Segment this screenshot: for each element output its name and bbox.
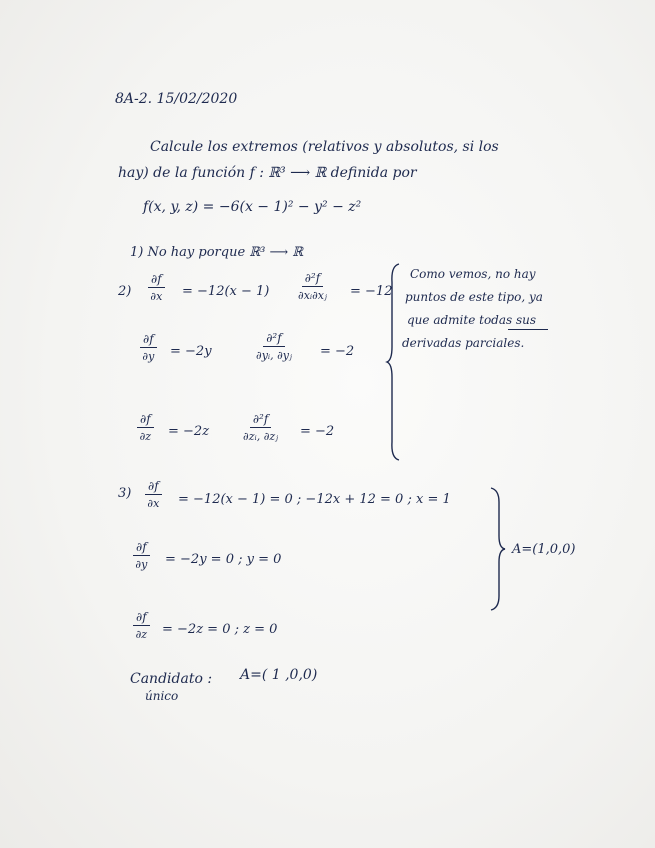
partial-f-x-value: = −12(x − 1)	[182, 284, 270, 299]
todas-underline	[508, 329, 548, 330]
statement-line-1: Calcule los extremos (relativos y absolutos, si los	[150, 139, 499, 155]
candidate-label-unique: único	[145, 689, 179, 703]
second-partial-z: $\frac{\text{∂²f}}{\text{∂zᵢ, ∂zⱼ}}$	[243, 412, 279, 443]
candidate-label: Candidato :	[130, 671, 213, 687]
partial-f-y: $\frac{\partial f}{\partial y}$	[140, 333, 157, 362]
eq-z: = −2z = 0 ; z = 0	[162, 622, 278, 637]
part3-brace	[488, 486, 508, 612]
note-line-1: Como vemos, no hay	[410, 267, 536, 281]
partial-f-z: $\frac{\partial f}{\partial z}$	[137, 413, 154, 442]
eq-x-frac: $\frac{\partial f}{\partial x}$	[145, 480, 162, 509]
second-partial-z-value: = −2	[300, 424, 335, 439]
partial-f-y-value: = −2y	[170, 344, 212, 359]
partial-f-z-value: = −2z	[168, 424, 210, 439]
eq-x: = −12(x − 1) = 0 ; −12x + 12 = 0 ; x = 1	[178, 492, 451, 507]
statement-line-2: hay) de la función f : ℝ³ ⟶ ℝ definida por	[118, 165, 417, 181]
function-definition: f(x, y, z) = −6(x − 1)² − y² − z²	[143, 199, 362, 215]
second-partial-y: $\frac{\text{∂²f}}{\text{∂yᵢ, ∂yⱼ}}$	[256, 331, 292, 362]
eq-z-frac: $\frac{\partial f}{\partial z}$	[133, 611, 150, 640]
second-partial-x: $\frac{\text{∂²f}}{\text{∂xᵢ∂xⱼ}}$	[298, 271, 327, 302]
note-line-3: que admite todas sus	[407, 313, 537, 327]
second-partial-x-value: = −12	[350, 284, 393, 299]
part3-label: 3)	[118, 486, 132, 501]
note-line-2: puntos de este tipo, ya	[405, 290, 543, 304]
solution-point: A=(1,0,0)	[512, 542, 576, 557]
partial-f-x: $\frac{\partial f}{\partial x}$	[148, 273, 165, 302]
eq-y-frac: $\frac{\partial f}{\partial y}$	[133, 541, 150, 570]
part2-brace	[385, 262, 405, 462]
part2-label: 2)	[118, 284, 132, 299]
part1-text: 1) No hay porque ℝ³ ⟶ ℝ	[130, 245, 304, 260]
candidate-value: A=( 1 ,0,0)	[240, 667, 318, 683]
eq-y: = −2y = 0 ; y = 0	[165, 552, 282, 567]
note-line-4: derivadas parciales.	[402, 336, 525, 350]
date-line: 8A-2. 15/02/2020	[115, 91, 238, 107]
second-partial-y-value: = −2	[320, 344, 355, 359]
